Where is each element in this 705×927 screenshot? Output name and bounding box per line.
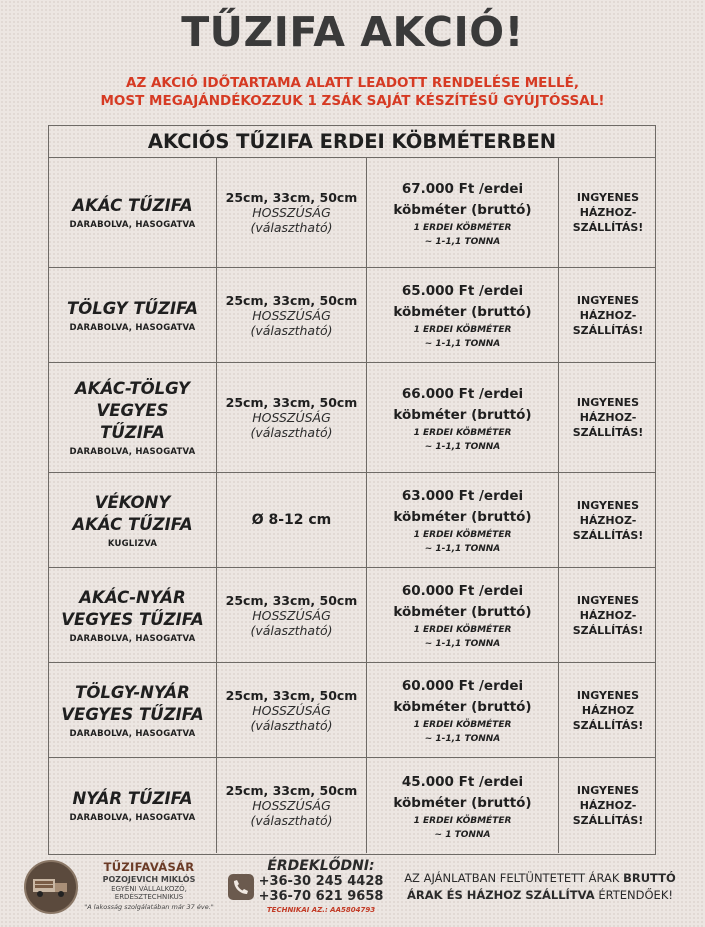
price-line-2: köbméter (bruttó) (393, 304, 532, 320)
brand-block (80, 860, 218, 911)
product-name: AKÁC-NYÁR VEGYES TŰZIFA (61, 587, 204, 629)
length-label: HOSSZÚSÁG (252, 205, 331, 220)
brand-type: EGYÉNI VÁLLALKOZÓ, ERDÉSZTECHNIKUS (111, 885, 187, 901)
delivery-text: INGYENES HÁZHOZ- SZÁLLÍTÁS! (572, 593, 644, 637)
promo-line-2: MOST MEGAJÁNDÉKOZZUK 1 ZSÁK SAJÁT KÉSZÍTÉSŰ GYÚJTÓSSAL! (100, 93, 605, 109)
unit-label: 1 ERDEI KÖBMÉTER (413, 815, 512, 826)
product-cell (49, 158, 217, 267)
price-cell (367, 363, 559, 472)
ton-label: ~ 1-1,1 TONNA (424, 441, 501, 452)
ton-label: ~ 1-1,1 TONNA (424, 236, 501, 247)
product-processing: DARABOLVA, HASOGATVA (69, 813, 196, 823)
price-note (390, 870, 690, 904)
size-cell (217, 473, 367, 567)
delivery-cell (559, 758, 657, 853)
brand-slogan: "A lakosság szolgálatában már 37 éve." (84, 903, 214, 911)
unit-label: 1 ERDEI KÖBMÉTER (413, 427, 512, 438)
price-line-1: 65.000 Ft /erdei (401, 283, 524, 299)
length-value: 25cm, 33cm, 50cm (225, 292, 358, 308)
delivery-cell (559, 663, 657, 757)
note-bold-2: ÁRAK ÉS HÁZHOZ SZÁLLÍTVA (407, 888, 595, 902)
product-cell (49, 363, 217, 472)
product-name: TÖLGY-NYÁR VEGYES TŰZIFA (61, 682, 204, 724)
price-cell (367, 663, 559, 757)
length-label: HOSSZÚSÁG (252, 607, 331, 623)
price-cell (367, 158, 559, 267)
product-cell (49, 473, 217, 567)
product-cell (49, 663, 217, 757)
brand-name: TŰZIFAVÁSÁR (103, 860, 195, 874)
length-label: HOSSZÚSÁG (252, 307, 331, 323)
contact-label: ÉRDEKLŐDNI: (267, 858, 375, 874)
delivery-cell (559, 473, 657, 567)
product-processing: DARABOLVA, HASOGATVA (69, 633, 196, 644)
price-cell (367, 568, 559, 662)
price-line-1: 45.000 Ft /erdei (401, 773, 524, 790)
price-cell (367, 473, 559, 567)
page-title: TŰZIFA AKCIÓ! (181, 8, 524, 56)
promo-line-1: AZ AKCIÓ IDŐTARTAMA ALATT LEADOTT RENDELÉSE MELLÉ, (126, 75, 579, 91)
phone-number-1[interactable]: +36-30 245 4428 (258, 874, 384, 889)
product-cell (49, 268, 217, 362)
length-note: (választható) (250, 717, 333, 733)
length-note: (választható) (250, 622, 333, 638)
table-row (49, 158, 655, 268)
unit-label: 1 ERDEI KÖBMÉTER (413, 222, 512, 233)
delivery-cell (559, 158, 657, 267)
delivery-text: INGYENES HÁZHOZ- SZÁLLÍTÁS! (572, 784, 644, 827)
product-name: AKÁC TŰZIFA (72, 196, 193, 215)
phone-number-2[interactable]: +36-70 621 9658 (258, 889, 384, 904)
price-line-2: köbméter (bruttó) (393, 604, 532, 620)
ton-label: ~ 1-1,1 TONNA (424, 339, 501, 349)
product-name: NYÁR TŰZIFA (72, 789, 193, 808)
diameter-value: Ø 8-12 cm (251, 512, 332, 528)
price-line-1: 67.000 Ft /erdei (401, 180, 524, 197)
length-note: (választható) (250, 220, 333, 235)
delivery-text: INGYENES HÁZHOZ- SZÁLLÍTÁS! (572, 191, 644, 234)
ton-label: ~ 1 TONNA (434, 829, 491, 840)
tech-id: TECHNIKAI AZ.: AA5804793 (266, 906, 376, 914)
length-note: (választható) (250, 322, 333, 338)
unit-label: 1 ERDEI KÖBMÉTER (413, 720, 512, 730)
size-cell (217, 363, 367, 472)
table-row (49, 473, 655, 568)
delivery-text: INGYENES HÁZHOZ- SZÁLLÍTÁS! (572, 396, 644, 439)
price-table (48, 125, 656, 855)
note-part-2: ÉRTENDŐEK! (594, 888, 673, 902)
delivery-cell (559, 268, 657, 362)
product-cell (49, 758, 217, 853)
brand-owner: POZOJEVICH MIKLÓS (102, 875, 196, 884)
delivery-text: INGYENES HÁZHOZ- SZÁLLÍTÁS! (572, 293, 644, 337)
length-value: 25cm, 33cm, 50cm (225, 783, 358, 798)
product-name: TÖLGY TŰZIFA (66, 298, 199, 318)
length-value: 25cm, 33cm, 50cm (225, 190, 358, 205)
ton-label: ~ 1-1,1 TONNA (424, 734, 501, 744)
note-bold-1: BRUTTÓ (623, 871, 676, 885)
product-processing: DARABOLVA, HASOGATVA (69, 447, 196, 457)
price-line-2: köbméter (bruttó) (393, 794, 532, 811)
contact-block (258, 858, 384, 914)
ton-label: ~ 1-1,1 TONNA (424, 544, 501, 554)
table-row (49, 758, 655, 853)
size-cell (217, 158, 367, 267)
size-cell (217, 568, 367, 662)
length-note: (választható) (250, 425, 333, 440)
delivery-text: INGYENES HÁZHOZ SZÁLLÍTÁS! (572, 688, 644, 732)
size-cell (217, 663, 367, 757)
price-cell (367, 758, 559, 853)
delivery-text: INGYENES HÁZHOZ- SZÁLLÍTÁS! (572, 498, 644, 542)
price-line-1: 63.000 Ft /erdei (401, 488, 524, 504)
price-line-1: 60.000 Ft /erdei (401, 678, 524, 694)
length-label: HOSSZÚSÁG (252, 798, 331, 813)
delivery-cell (559, 363, 657, 472)
price-line-2: köbméter (bruttó) (393, 201, 532, 218)
price-line-1: 66.000 Ft /erdei (401, 385, 524, 402)
product-processing: DARABOLVA, HASOGATVA (69, 322, 196, 333)
length-label: HOSSZÚSÁG (252, 702, 331, 718)
product-cell (49, 568, 217, 662)
length-label: HOSSZÚSÁG (252, 410, 331, 425)
price-line-2: köbméter (bruttó) (393, 699, 532, 715)
product-processing: DARABOLVA, HASOGATVA (69, 728, 196, 739)
table-row (49, 268, 655, 363)
note-part-1: AZ AJÁNLATBAN FELTÜNTETETT ÁRAK (404, 871, 624, 885)
table-row (49, 568, 655, 663)
size-cell (217, 268, 367, 362)
truck-logo-icon (24, 860, 78, 914)
product-name: AKÁC-TÖLGY VEGYES TŰZIFA (75, 379, 190, 442)
price-cell (367, 268, 559, 362)
table-header: AKCIÓS TŰZIFA ERDEI KÖBMÉTERBEN (49, 126, 655, 158)
unit-label: 1 ERDEI KÖBMÉTER (413, 625, 512, 635)
table-row (49, 663, 655, 758)
length-value: 25cm, 33cm, 50cm (225, 395, 358, 410)
product-processing: DARABOLVA, HASOGATVA (69, 220, 196, 230)
unit-label: 1 ERDEI KÖBMÉTER (413, 325, 512, 335)
delivery-cell (559, 568, 657, 662)
price-line-1: 60.000 Ft /erdei (401, 583, 524, 599)
phone-icon (228, 874, 254, 900)
promo-text (0, 74, 705, 110)
size-cell (217, 758, 367, 853)
price-line-2: köbméter (bruttó) (393, 406, 532, 423)
unit-label: 1 ERDEI KÖBMÉTER (413, 530, 512, 540)
footer (0, 858, 705, 927)
length-value: 25cm, 33cm, 50cm (225, 687, 358, 703)
length-value: 25cm, 33cm, 50cm (225, 592, 358, 608)
product-name: VÉKONY AKÁC TŰZIFA (72, 492, 193, 534)
ton-label: ~ 1-1,1 TONNA (424, 639, 501, 649)
length-note: (választható) (250, 813, 333, 828)
price-line-2: köbméter (bruttó) (393, 509, 532, 525)
product-processing: KUGLIZVA (107, 538, 158, 549)
table-row (49, 363, 655, 473)
